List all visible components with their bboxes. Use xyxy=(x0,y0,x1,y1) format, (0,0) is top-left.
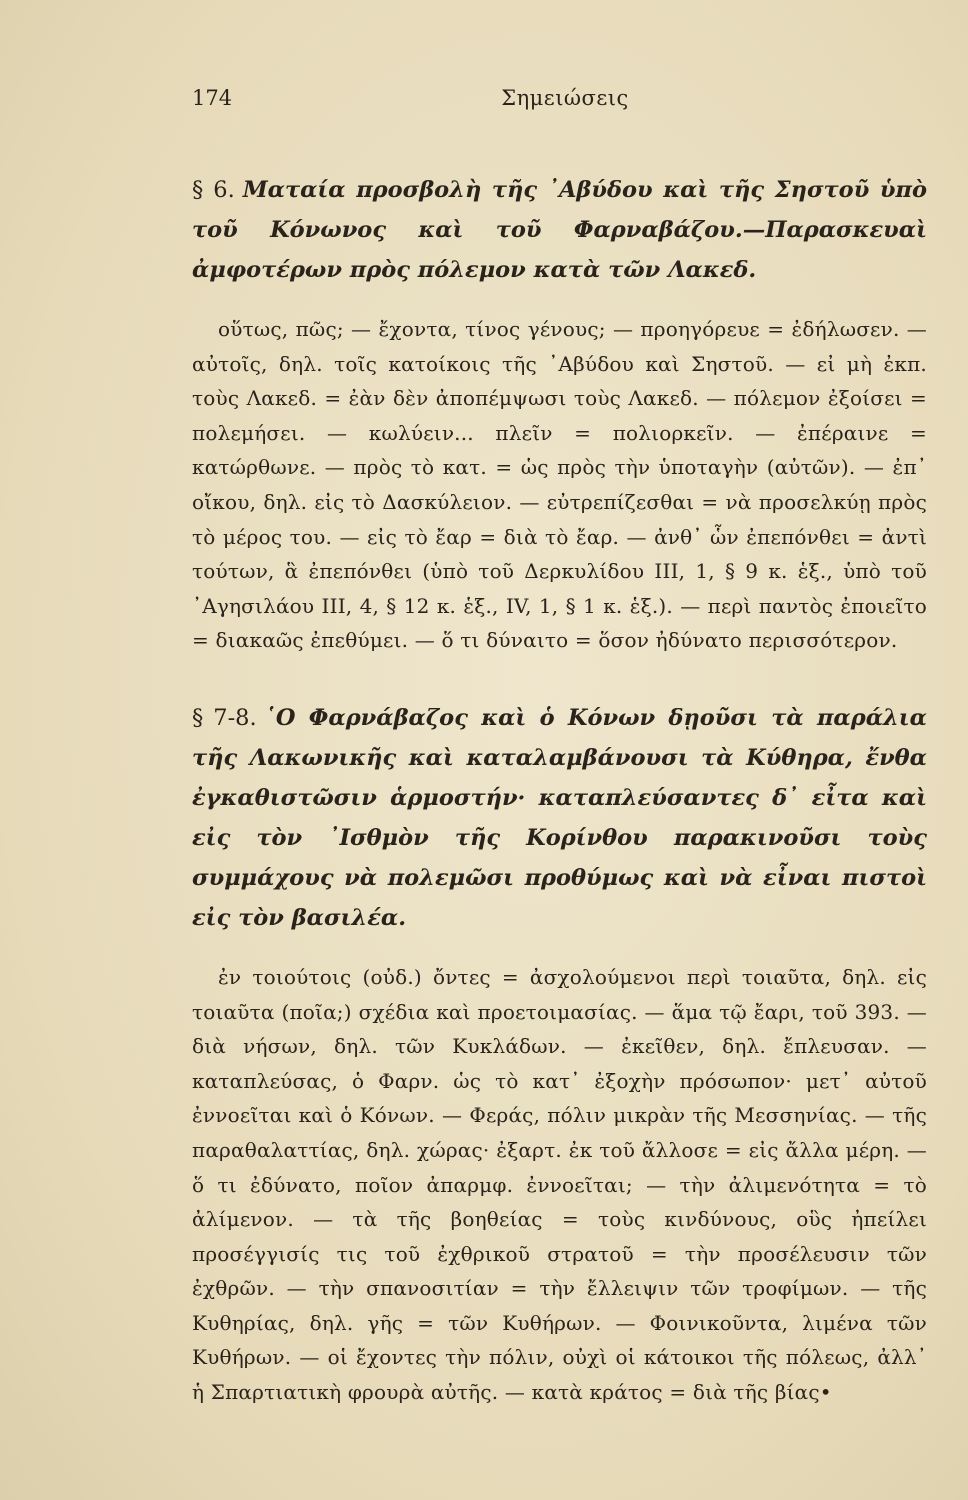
section-6 xyxy=(192,170,927,658)
section-number: 7-8. xyxy=(213,704,257,731)
running-head: Σημειώσεις xyxy=(501,86,629,110)
section-number: 6. xyxy=(213,177,235,203)
section-body: οὕτως, πῶς; — ἔχοντα, τίνος γένους; — προηγόρευε = ἐδήλωσεν. — αὐτοῖς, δηλ. τοῖς κατοίκοις τῆς ᾿Αβύδου καὶ Σηστοῦ. — εἰ μὴ ἐκπ. τοὺς Λακεδ. = ἐὰν δὲν ἀποπέμψωσι τοὺς Λακεδ. — πόλεμον ἐξοίσει = πολεμήσει. — κωλύειν... πλεῖν = πολιορκεῖν. — ἐπέραινε = κατώρθωνε. — πρὸς τὸ κατ. = ὡς πρὸς τὴν ὑποταγὴν (αὐτῶν). — ἐπ᾿ οἴκου, δηλ. εἰς τὸ Δασκύλειον. — εὐτρεπίζεσθαι = νὰ προσελκύῃ πρὸς τὸ μέρος του. — εἰς τὸ ἔαρ = διὰ τὸ ἔαρ. — ἀνθ᾿ ὧν ἐπεπόνθει = ἀντὶ τούτων, ἃ ἐπεπόνθει (ὑπὸ τοῦ Δερκυλίδου III, 1, § 9 κ. ἑξ., ὑπὸ τοῦ ᾿Αγησιλάου III, 4, § 12 κ. ἑξ., IV, 1, § 1 κ. ἑξ.). — περὶ παντὸς ἐποιεῖτο = διακαῶς ἐπεθύμει. — ὅ τι δύναιτο = ὅσον ἠδύνατο περισσότερον. xyxy=(192,317,927,653)
section-heading xyxy=(192,170,927,290)
section-title: Ματαία προσβολὴ τῆς ᾿Αβύδου καὶ τῆς Σηστοῦ ὑπὸ τοῦ Κόνωνος καὶ τοῦ Φαρναβάζου.—Παρασκευαὶ ἀμφοτέρων πρὸς πόλεμον κατὰ τῶν Λακεδ. xyxy=(192,177,927,283)
page-header xyxy=(192,86,818,120)
section-mark: § xyxy=(192,704,204,731)
section-mark: § xyxy=(192,177,204,203)
page-number: 174 xyxy=(192,86,233,110)
page-content xyxy=(192,170,927,1450)
section-body: ἐν τοιούτοις (οὐδ.) ὄντες = ἀσχολούμενοι περὶ τοιαῦτα, δηλ. εἰς τοιαῦτα (ποῖα;) σχέδια καὶ προετοιμασίας. — ἅμα τῷ ἔαρι, τοῦ 393. — διὰ νήσων, δηλ. τῶν Κυκλάδων. — ἐκεῖθεν, δηλ. ἔπλευσαν. — καταπλεύσας, ὁ Φαρν. ὡς τὸ κατ᾿ ἐξοχὴν πρόσωπον· μετ᾿ αὐτοῦ ἐννοεῖται καὶ ὁ Κόνων. — Φεράς, πόλιν μικρὰν τῆς Μεσσηνίας. — τῆς παραθαλαττίας, δηλ. χώρας· ἐξαρτ. ἐκ τοῦ ἄλλοσε = εἰς ἄλλα μέρη. — ὅ τι ἐδύνατο, ποῖον ἀπαρμφ. ἐννοεῖται; — τὴν ἀλιμενότητα = τὸ ἀλίμενον. — τὰ τῆς βοηθείας = τοὺς κινδύνους, οὓς ἠπείλει προσέγγισίς τις τοῦ ἐχθρικοῦ στρατοῦ = τὴν προσέλευσιν τῶν ἐχθρῶν. — τὴν σπανοσιτίαν = τὴν ἔλλειψιν τῶν τροφίμων. — τῆς Κυθηρίας, δηλ. γῆς = τῶν Κυθήρων. — Φοινικοῦντα, λιμένα τῶν Κυθήρων. — οἱ ἔχοντες τὴν πόλιν, οὐχὶ οἱ κάτοικοι τῆς πόλεως, ἀλλ᾿ ἡ Σπαρτιατικὴ φρουρὰ αὐτῆς. — κατὰ κράτος = διὰ τῆς βίας• xyxy=(192,964,927,1405)
section-heading xyxy=(192,698,927,938)
section-title: ῾Ο Φαρνάβαζος καὶ ὁ Κόνων δῃοῦσι τὰ παράλια τῆς Λακωνικῆς καὶ καταλαμβάνουσι τὰ Κύθηρα, ἔνθα ἐγκαθιστῶσιν ἁρμοστήν· καταπλεύσαντες δ᾿ εἶτα καὶ εἰς τὸν ᾿Ισθμὸν τῆς Κορίνθου παρακινοῦσι τοὺς συμμάχους νὰ πολεμῶσι προθύμως καὶ νὰ εἶναι πιστοὶ εἰς τὸν βασιλέα. xyxy=(192,704,927,931)
section-7-8 xyxy=(192,698,927,1410)
